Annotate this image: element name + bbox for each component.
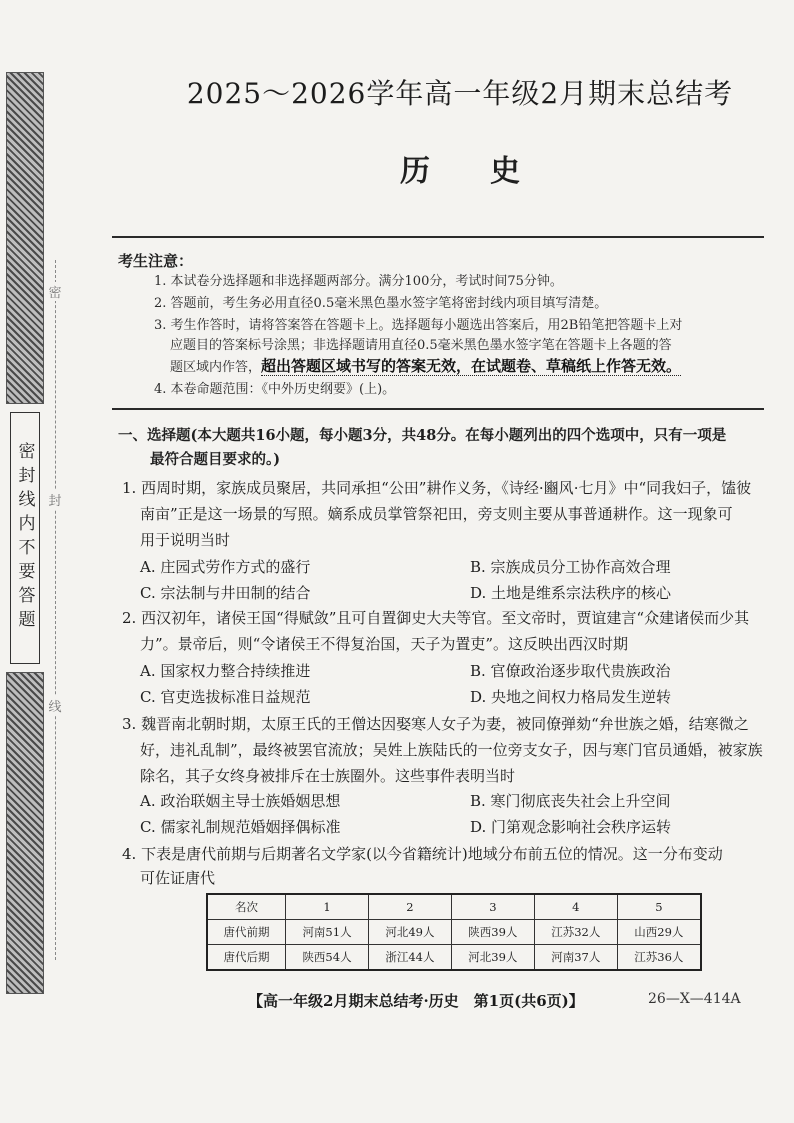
notice-emphasis: 超出答题区域书写的答案无效，在试题卷、草稿纸上作答无效。 xyxy=(261,357,682,375)
option: D. 土地是维系宗法秩序的核心 xyxy=(470,584,672,602)
binding-hatch-bottom xyxy=(6,672,44,994)
paper-code: 26—X—414A xyxy=(648,991,741,1007)
seal-text: 密封线内不要答题 xyxy=(14,442,35,634)
table-cell: 河南37人 xyxy=(534,945,617,971)
option: C. 儒家礼制规范婚姻择偶标准 xyxy=(140,818,341,836)
notice-item: 4. 本卷命题范围：《中外历史纲要》(上)。 xyxy=(154,382,396,397)
table-cell: 山西29人 xyxy=(617,920,701,945)
notice-title: 考生注意： xyxy=(118,252,194,270)
divider xyxy=(112,236,764,238)
notice-item: 3. 考生作答时，请将答案答在答题卡上。选择题每小题选出答案后，用2B铅笔把答题卡上对 xyxy=(154,318,683,333)
subject-title: 历史 xyxy=(400,154,580,189)
table-cell: 唐代前期 xyxy=(207,920,286,945)
option: D. 门第观念影响社会秩序运转 xyxy=(470,818,672,836)
divider xyxy=(112,408,764,410)
seal-dash-line xyxy=(55,260,56,960)
notice-text: 题区域内作答， xyxy=(170,360,262,375)
question-stem: 好，违礼乱制”，最终被罢官流放；吴姓上族陆氏的一位旁支女子，因与寒门官员通婚，被家族 xyxy=(140,741,763,759)
table-cell: 河北49人 xyxy=(368,920,451,945)
page-footer: 【高一年级2月期末总结考·历史 第1页(共6页)】 xyxy=(248,992,584,1010)
seal-box xyxy=(10,412,40,664)
data-table xyxy=(206,893,702,971)
question-stem: 南亩”正是这一场景的写照。嫡系成员掌管祭祀田，旁支则主要从事普通耕作。这一现象可 xyxy=(140,505,733,523)
seal-mark: 线 xyxy=(46,696,64,715)
seal-mark: 密 xyxy=(46,282,64,301)
table-cell: 陕西54人 xyxy=(286,945,369,971)
question-stem: 力”。景帝后，则“令诸侯王不得复治国，天子为置吏”。这反映出西汉时期 xyxy=(140,635,629,653)
notice-item: 应题目的答案标号涂黑；非选择题请用直径0.5毫米黑色墨水签字笔在答题卡上各题的答 xyxy=(170,338,672,353)
option: A. 政治联姻主导士族婚姻思想 xyxy=(140,792,341,810)
notice-item: 2. 答题前，考生务必用直径0.5毫米黑色墨水签字笔将密封线内项目填写清楚。 xyxy=(154,296,608,311)
table-cell: 河南51人 xyxy=(286,920,369,945)
notice-item xyxy=(170,356,766,378)
notice-item: 1. 本试卷分选择题和非选择题两部分。满分100分，考试时间75分钟。 xyxy=(154,274,563,289)
seal-mark: 封 xyxy=(46,490,64,509)
option: B. 宗族成员分工协作高效合理 xyxy=(470,558,671,576)
table-cell: 陕西39人 xyxy=(451,920,534,945)
table-cell: 江苏32人 xyxy=(534,920,617,945)
option: A. 国家权力整合持续推进 xyxy=(140,662,311,680)
table-header-cell: 4 xyxy=(534,894,617,920)
question-stem: 4. 下表是唐代前期与后期著名文学家(以今省籍统计)地域分布前五位的情况。这一分布变动 xyxy=(122,845,723,863)
table-cell: 河北39人 xyxy=(451,945,534,971)
question-stem: 1. 西周时期，家族成员聚居，共同承担“公田”耕作义务，《诗经·豳风·七月》中“同我妇子，馌彼 xyxy=(122,479,752,497)
table-header-row xyxy=(207,894,701,920)
table-cell: 唐代后期 xyxy=(207,945,286,971)
option: B. 寒门彻底丧失社会上升空间 xyxy=(470,792,671,810)
option: D. 央地之间权力格局发生逆转 xyxy=(470,688,672,706)
option: A. 庄园式劳作方式的盛行 xyxy=(140,558,311,576)
table-row xyxy=(207,945,701,971)
table-header-cell: 2 xyxy=(368,894,451,920)
section-heading: 最符合题目要求的。) xyxy=(150,451,281,468)
question-stem: 2. 西汉初年，诸侯王国“得赋敛”且可自置御史大夫等官。至文帝时，贾谊建言“众建诸侯而少其 xyxy=(122,609,750,627)
table-header-cell: 名次 xyxy=(207,894,286,920)
table-cell: 浙江44人 xyxy=(368,945,451,971)
table-header-cell: 1 xyxy=(286,894,369,920)
table-row xyxy=(207,920,701,945)
table-cell: 江苏36人 xyxy=(617,945,701,971)
section-heading: 一、选择题(本大题共16小题，每小题3分，共48分。在每小题列出的四个选项中，只有一项是 xyxy=(118,427,727,444)
page-title: 2025～2026学年高一年级2月期末总结考 xyxy=(186,77,734,110)
option: C. 宗法制与井田制的结合 xyxy=(140,584,311,602)
table-header-cell: 3 xyxy=(451,894,534,920)
option: B. 官僚政治逐步取代贵族政治 xyxy=(470,662,671,680)
binding-strip xyxy=(6,72,42,992)
question-stem: 除名，其子女终身被排斥在士族圈外。这些事件表明当时 xyxy=(140,767,516,785)
binding-hatch-top xyxy=(6,72,44,404)
option: C. 官吏选拔标准日益规范 xyxy=(140,688,311,706)
table-header-cell: 5 xyxy=(617,894,701,920)
question-stem: 用于说明当时 xyxy=(140,531,231,549)
question-stem: 可佐证唐代 xyxy=(140,869,216,887)
question-stem: 3. 魏晋南北朝时期，太原王氏的王僧达因娶寒人女子为妻，被同僚弹劾“弁世族之婚，结寒微之 xyxy=(122,715,749,733)
